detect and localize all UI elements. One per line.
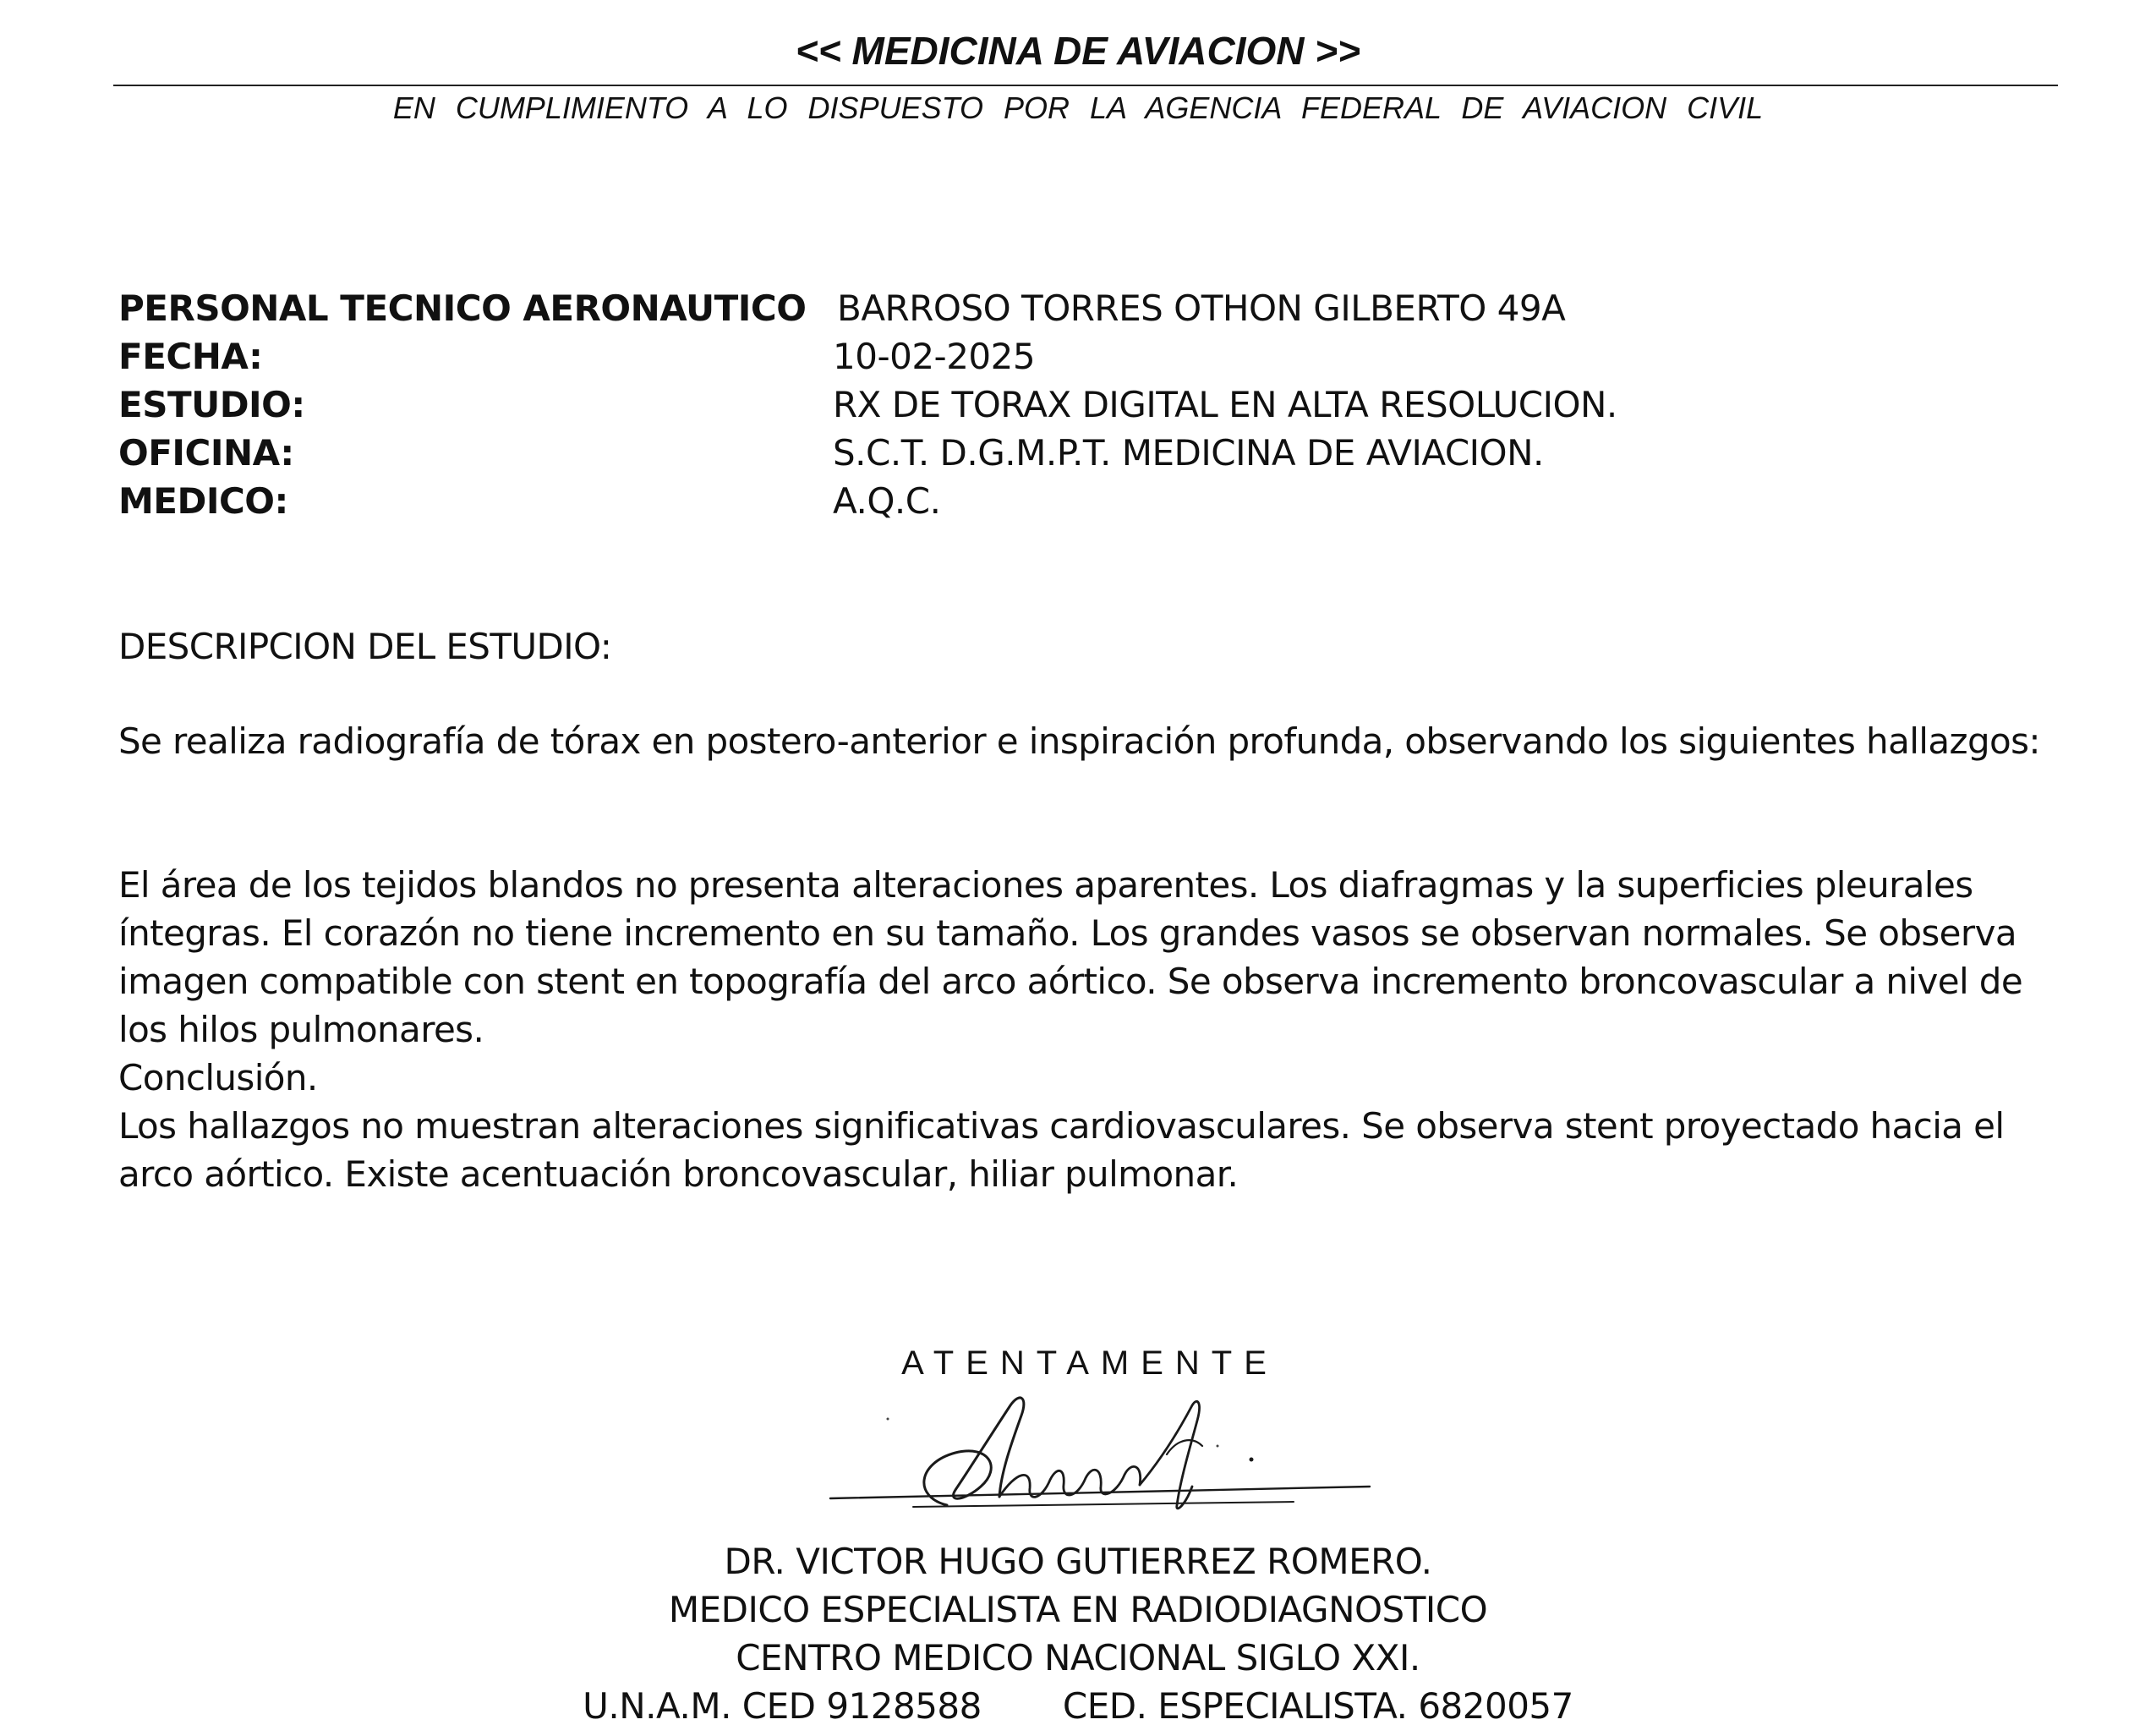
closing-text: ATENTAMENTE (901, 1344, 1278, 1382)
handwritten-signature (820, 1387, 1378, 1539)
field-medico (118, 477, 2063, 525)
field-label: PERSONAL TECNICO AERONAUTICO (118, 288, 807, 329)
field-estudio (118, 381, 2063, 429)
conclusion-label: Conclusión. (118, 1057, 318, 1098)
field-fecha (118, 332, 2063, 381)
field-personal (118, 284, 2063, 332)
field-value: A.Q.C. (833, 480, 941, 522)
signature-drawing (820, 1387, 1378, 1539)
findings-paragraph: El área de los tejidos blandos no presenta alteraciones aparentes. Los diafragmas y la superficies pleurales íntegras. El corazón no tiene incremento en su tamaño. Los grandes vasos se observan normales. Se observa imagen compatible con stent en topografía del arco aórtico. Se observa incremento broncovascular a nivel de los hilos pulmonares. (118, 864, 2023, 1050)
field-value: RX DE TORAX DIGITAL EN ALTA RESOLUCION. (833, 384, 1617, 425)
conclusion-paragraph: Los hallazgos no muestran alteraciones significativas cardiovasculares. Se observa stent proyectado hacia el arco aórtico. Existe acentuación broncovascular, hiliar pulmonar. (118, 1105, 2005, 1195)
description-heading: DESCRIPCION DEL ESTUDIO: (118, 626, 612, 667)
field-oficina (118, 429, 2063, 477)
header-divider (113, 85, 2058, 86)
unam-ced: U.N.A.M. CED 9128588 (583, 1685, 982, 1727)
field-label: ESTUDIO: (118, 384, 305, 425)
description-intro: Se realiza radiografía de tórax en postero-anterior e inspiración profunda, observando los siguientes hallazgos: (118, 720, 2040, 762)
signer-institution: CENTRO MEDICO NACIONAL SIGLO XXI. (736, 1637, 1420, 1678)
signer-specialty: MEDICO ESPECIALISTA EN RADIODIAGNOSTICO (668, 1589, 1488, 1630)
document-subtitle: EN CUMPLIMIENTO A LO DISPUESTO POR LA AGENCIA FEDERAL DE AVIACION CIVIL (392, 90, 1764, 125)
document-title: << MEDICINA DE AVIACION >> (796, 29, 1360, 73)
description-findings-block (118, 861, 2063, 1198)
signer-credentials (0, 1682, 2156, 1730)
field-value: 10-02-2025 (833, 336, 1036, 377)
signer-block (0, 1537, 2156, 1730)
field-value: BARROSO TORRES OTHON GILBERTO 49A (837, 288, 1566, 329)
patient-info-block (118, 284, 2063, 525)
field-value: S.C.T. D.G.M.P.T. MEDICINA DE AVIACION. (833, 432, 1544, 474)
field-label: FECHA: (118, 336, 263, 377)
field-label: MEDICO: (118, 480, 288, 522)
signer-name: DR. VICTOR HUGO GUTIERREZ ROMERO. (724, 1541, 1432, 1582)
specialist-ced: CED. ESPECIALISTA. 6820057 (1062, 1685, 1573, 1727)
field-label: OFICINA: (118, 432, 294, 474)
